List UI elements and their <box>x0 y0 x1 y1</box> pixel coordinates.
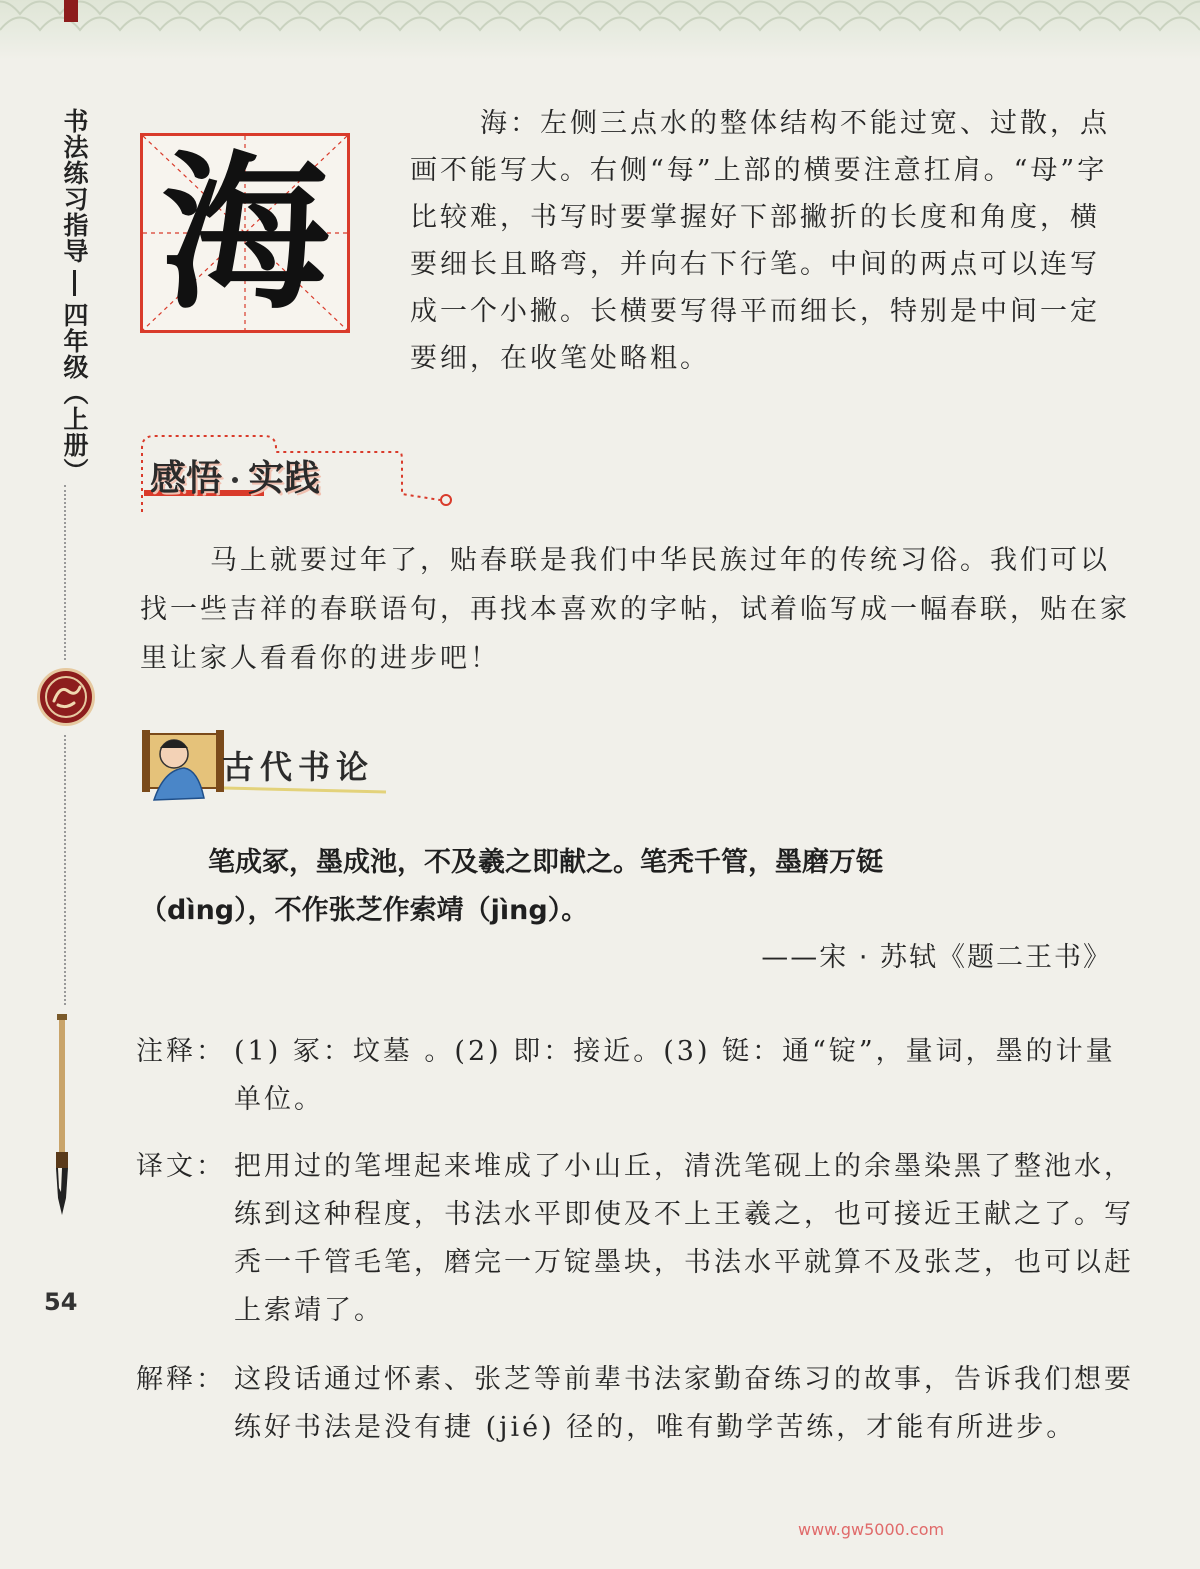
ancient-theory-title: 古代书论 <box>222 748 375 786</box>
practice-heading-a: 感悟 <box>150 458 223 499</box>
note-translation-label: 译文： <box>136 1151 226 1182</box>
quote-line-1: 笔成冢，墨成池，不及羲之即献之。笔秃千管，墨磨万铤 <box>208 847 883 878</box>
cloud-pattern-icon <box>0 0 1200 60</box>
title-separator <box>73 270 76 296</box>
volume-label: （上册） <box>60 380 89 484</box>
note-explanation <box>136 1356 1136 1452</box>
page-number: 54 <box>44 1288 78 1316</box>
note-annotation-label: 注释： <box>136 1036 226 1067</box>
top-cloud-band <box>0 0 1200 60</box>
quote-source: ——宋 · 苏轼《题二王书》 <box>761 942 1112 973</box>
book-title: 书法练习指导 <box>60 108 89 264</box>
model-character: 海 <box>161 134 329 332</box>
heading-dot <box>232 477 238 483</box>
bookmark-ribbon <box>64 0 78 22</box>
character-explanation: 海：左侧三点水的整体结构不能过宽、过散，点画不能写大。右侧“每”上部的横要注意扛肩。“母”字比较难，书写时要掌握好下部撇折的长度和角度，横要细长且略弯，并向右下行笔。中间的两点可以连写成一个小撇。长横要写得平而细长，特别是中间一定要细，在收笔处略粗。 <box>410 108 1110 374</box>
calligraphy-brush-icon <box>50 1012 74 1217</box>
spine-dotted-line-2 <box>64 735 66 1005</box>
note-translation <box>136 1143 1136 1335</box>
note-explanation-label: 解释： <box>136 1364 226 1395</box>
dragon-emblem <box>37 668 95 726</box>
note-annotation-text: (1) 冢：坟墓 。(2) 即：接近。(3) 铤：通“锭”，量词，墨的计量单位。 <box>234 1036 1116 1115</box>
practice-heading-text <box>150 450 320 501</box>
watermark-url: www.gw5000.com <box>798 1520 945 1539</box>
practice-text: 马上就要过年了，贴春联是我们中华民族过年的传统习俗。我们可以找一些吉祥的春联语句，再找本喜欢的字帖，试着临写成一幅春联，贴在家里让家人看看你的进步吧！ <box>140 545 1130 674</box>
note-explanation-text: 这段话通过怀素、张芝等前辈书法家勤奋练习的故事，告诉我们想要练好书法是没有捷 (jié) 径的，唯有勤学苦练，才能有所进步。 <box>234 1364 1134 1443</box>
grade-label: 四年级 <box>60 302 89 380</box>
quote-line-2: （dìng），不作张芝作索靖（jìng）。 <box>140 895 589 926</box>
book-title-vertical <box>52 108 92 484</box>
ancient-theory-heading <box>136 728 396 812</box>
spine-dotted-line <box>64 485 66 660</box>
character-grid-box <box>140 133 350 333</box>
practice-heading-b: 实践 <box>248 458 321 499</box>
note-annotation <box>136 1028 1136 1124</box>
note-translation-text: 把用过的笔埋起来堆成了小山丘，清洗笔砚上的余墨染黑了整池水，练到这种程度，书法水平即使及不上王羲之，也可接近王献之了。写秃一千管毛笔，磨完一万锭墨块，书法水平就算不及张芝，也可以赶上索靖了。 <box>234 1151 1134 1326</box>
dragon-icon <box>40 671 92 723</box>
